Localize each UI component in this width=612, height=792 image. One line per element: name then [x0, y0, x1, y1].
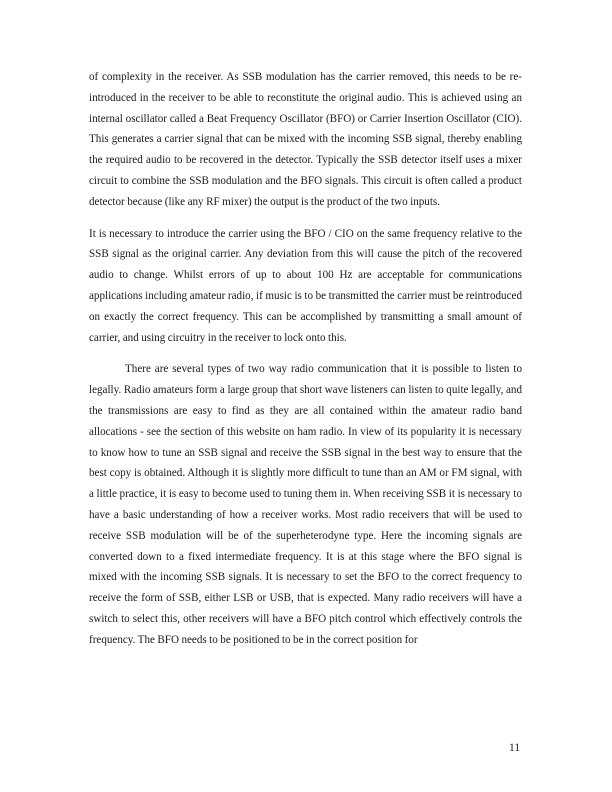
page-number: 11: [509, 742, 521, 754]
paragraph-listening-ssb: There are several types of two way radio communication that it is possible to listen to legally. Radio amateurs form a large group that short wave listeners can listen to quite legally, and the transmissions are easy to find as they are all contained within the amateur radio band allocations - see the section of this website on ham radio. In view of its popularity it is necessary to know how to tune an SSB signal and receive the SSB signal in the best way to ensure that the best copy is obtained. Although it is slightly more difficult to tune than an AM or FM signal, with a little practice, it is easy to become used to tuning them in. When receiving SSB it is necessary to have a basic understanding of how a receiver works. Most radio receivers that will be used to receive SSB modulation will be of the superheterodyne type. Here the incoming signals are converted down to a fixed intermediate frequency. It is at this stage where the BFO signal is mixed with the incoming SSB signals. It is necessary to set the BFO to the correct frequency to receive the form of SSB, either LSB or USB, that is expected. Many radio receivers will have a switch to select this, other receivers will have a BFO pitch control which effectively controls the frequency. The BFO needs to be positioned to be in the correct position for: [89, 363, 522, 646]
page-body: [89, 67, 522, 651]
paragraph-carrier-frequency: It is necessary to introduce the carrier using the BFO / CIO on the same frequency relative to the SSB signal as the original carrier. Any deviation from this will cause the pitch of the recovered audio to change. Whilst errors of up to about 100 Hz are acceptable for communications applications including amateur radio, if music is to be transmitted the carrier must be reintroduced on exactly the correct frequency. This can be accomplished by transmitting a small amount of carrier, and using circuitry in the receiver to lock onto this.: [89, 227, 522, 344]
paragraph-bfo-cio-intro: of complexity in the receiver. As SSB modulation has the carrier removed, this needs to be re-introduced in the receiver to be able to reconstitute the original audio. This is achieved using an internal oscillator called a Beat Frequency Oscillator (BFO) or Carrier Insertion Oscillator (CIO). This generates a carrier signal that can be mixed with the incoming SSB signal, thereby enabling the required audio to be recovered in the detector. Typically the SSB detector itself uses a mixer circuit to combine the SSB modulation and the BFO signals. This circuit is often called a product detector because (like any RF mixer) the output is the product of the two inputs.: [89, 71, 522, 208]
